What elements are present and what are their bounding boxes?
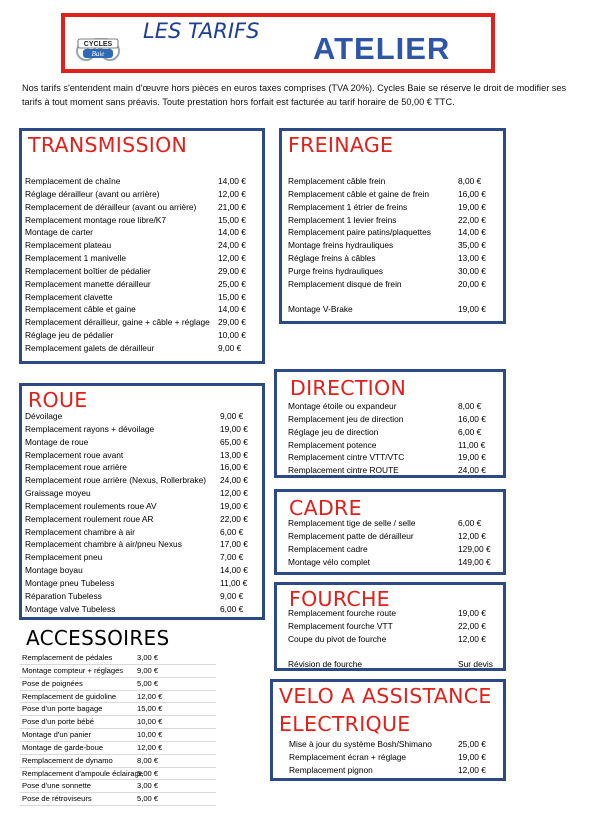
transmission-item-label: Montage de carter <box>25 227 93 238</box>
freinage-item-label: Montage V-Brake <box>288 304 353 315</box>
freinage-item-price: 13,00 € <box>458 253 486 264</box>
vae-item <box>289 764 503 777</box>
transmission-box <box>19 128 265 364</box>
transmission-item-price: 29,00 € <box>218 317 246 328</box>
accessoires-item-label: Montage compteur + réglages <box>22 665 124 675</box>
accessoires-title: ACCESSOIRES <box>26 626 170 650</box>
roue-item-price: 65,00 € <box>220 436 248 447</box>
direction-item-label: Remplacement jeu de direction <box>288 413 404 424</box>
vae-item-price: 12,00 € <box>458 764 486 775</box>
fourche-item-price: 22,00 € <box>458 620 486 631</box>
freinage-item <box>288 303 503 316</box>
accessoires-item-price: 3,00 € <box>137 781 159 791</box>
freinage-item-price: 19,00 € <box>458 201 486 212</box>
roue-item-label: Remplacement pneu <box>25 552 103 563</box>
transmission-item <box>25 201 262 214</box>
transmission-item-price: 25,00 € <box>218 278 246 289</box>
vae-item-label: Remplacement pignon <box>289 764 373 775</box>
transmission-item-price: 15,00 € <box>218 214 246 225</box>
roue-item <box>25 513 262 526</box>
direction-item-price: 24,00 € <box>458 465 486 476</box>
fourche-list <box>288 607 503 671</box>
accessoires-item-label: Remplacement de dynamo <box>22 755 113 765</box>
roue-item-label: Remplacement roue arrière <box>25 462 127 473</box>
direction-item-label: Réglage jeu de direction <box>288 426 379 437</box>
accessoires-item-price: 8,00 € <box>137 755 159 765</box>
freinage-item-price: 14,00 € <box>458 227 486 238</box>
vae-item <box>289 738 503 751</box>
vae-title-line2: ELECTRIQUE <box>279 712 411 736</box>
roue-item-label: Montage de roue <box>25 436 89 447</box>
roue-item-price: 12,00 € <box>220 488 248 499</box>
roue-item <box>25 577 262 590</box>
transmission-item <box>25 226 262 239</box>
vae-item-price: 25,00 € <box>458 739 486 749</box>
fourche-item-label: Remplacement fourche route <box>288 608 396 618</box>
vae-item-price: 19,00 € <box>458 751 486 762</box>
roue-item <box>25 410 262 423</box>
freinage-item-label: Remplacement câble frein <box>288 176 386 186</box>
freinage-item <box>288 214 503 227</box>
header-title: LES TARIFS <box>143 19 260 43</box>
accessoires-item <box>20 755 216 768</box>
transmission-item-label: Remplacement dérailleur, gaine + câble + réglage <box>25 317 210 328</box>
roue-item-label: Remplacement roue arrière (Nexus, Rollerbrake) <box>25 475 207 486</box>
accessoires-item-label: Pose de poignées <box>22 678 83 688</box>
fourche-item-price: 19,00 € <box>458 608 486 618</box>
freinage-item-price: 8,00 € <box>458 176 482 186</box>
direction-item <box>288 451 503 464</box>
roue-item-price: 17,00 € <box>220 539 248 550</box>
accessoires-item-label: Montage de garde-boue <box>22 742 104 752</box>
freinage-item-label: Purge freins hydrauliques <box>288 265 383 276</box>
logo-text-top: CYCLES <box>83 41 113 48</box>
transmission-item-price: 9,00 € <box>218 342 242 353</box>
transmission-list <box>25 175 262 355</box>
accessoires-item <box>20 716 216 729</box>
transmission-item <box>25 252 262 265</box>
roue-item-label: Remplacement roue avant <box>25 449 124 460</box>
freinage-item-price: 30,00 € <box>458 265 486 276</box>
fourche-title: FOURCHE <box>289 587 390 611</box>
accessoires-item-price: 5,00 € <box>137 768 159 778</box>
freinage-item-price: 19,00 € <box>458 304 486 315</box>
roue-item-label: Remplacement chambre à air/pneu Nexus <box>25 539 182 550</box>
direction-item <box>288 464 503 477</box>
roue-list <box>25 410 262 616</box>
direction-title: DIRECTION <box>290 376 407 400</box>
transmission-item <box>25 291 262 304</box>
roue-item-label: Montage pneu Tubeless <box>25 577 115 588</box>
direction-item-label: Remplacement potence <box>288 439 377 450</box>
cadre-box <box>274 489 506 575</box>
accessoires-item-price: 10,00 € <box>137 730 163 740</box>
transmission-item-label: Remplacement boîtier de pédalier <box>25 265 151 276</box>
accessoires-item-price: 15,00 € <box>137 704 163 714</box>
freinage-item-label: Remplacement disque de frein <box>288 278 402 289</box>
transmission-item-price: 12,00 € <box>218 188 246 199</box>
roue-item-price: 24,00 € <box>220 475 248 486</box>
transmission-item-label: Remplacement de chaîne <box>25 176 121 186</box>
roue-item-label: Remplacement roulement roue AR <box>25 513 154 524</box>
transmission-item-label: Réglage dérailleur (avant ou arrière) <box>25 188 160 199</box>
roue-item <box>25 590 262 603</box>
roue-item-price: 7,00 € <box>220 552 244 563</box>
roue-item <box>25 500 262 513</box>
freinage-item <box>288 201 503 214</box>
cadre-item <box>288 517 503 530</box>
accessoires-item-price: 12,00 € <box>137 742 163 752</box>
roue-item <box>25 487 262 500</box>
transmission-item <box>25 316 262 329</box>
direction-item <box>288 400 503 413</box>
transmission-item-label: Remplacement montage roue libre/K7 <box>25 214 167 225</box>
accessoires-item-price: 5,00 € <box>137 794 159 804</box>
direction-item-price: 19,00 € <box>458 452 486 463</box>
fourche-item-price: Sur devis <box>458 659 493 670</box>
transmission-item-price: 21,00 € <box>218 201 246 212</box>
fourche-item-label: Remplacement fourche VTT <box>288 620 393 631</box>
fourche-item-price: 12,00 € <box>458 633 486 644</box>
roue-item-label: Remplacement rayons + dévoilage <box>25 423 155 434</box>
transmission-item <box>25 265 262 278</box>
roue-item <box>25 423 262 436</box>
cadre-item-price: 12,00 € <box>458 530 486 541</box>
accessoires-item <box>20 703 216 716</box>
cadre-item <box>288 530 503 543</box>
roue-item <box>25 603 262 616</box>
accessoires-item-label: Pose d'une sonnette <box>22 781 92 791</box>
roue-item-price: 9,00 € <box>220 590 244 601</box>
vae-item-label: Mise à jour du système Bosh/Shimano <box>289 739 432 749</box>
transmission-item-label: Remplacement clavette <box>25 291 113 302</box>
direction-item-price: 6,00 € <box>458 426 482 437</box>
direction-item-price: 8,00 € <box>458 401 482 411</box>
freinage-item <box>288 226 503 239</box>
accessoires-list <box>20 652 216 806</box>
fourche-item <box>288 633 503 646</box>
roue-item <box>25 538 262 551</box>
accessoires-item-label: Remplacement de guidoline <box>22 691 117 701</box>
freinage-item-price: 20,00 € <box>458 278 486 289</box>
accessoires-item <box>20 729 216 742</box>
transmission-item-label: Remplacement 1 manivelle <box>25 253 127 264</box>
cadre-item-price: 6,00 € <box>458 518 482 528</box>
roue-item-label: Réparation Tubeless <box>25 590 102 601</box>
accessoires-item-price: 9,00 € <box>137 665 159 675</box>
accessoires-item-price: 3,00 € <box>137 653 159 662</box>
fourche-item-label: Révision de fourche <box>288 659 363 670</box>
roue-item-label: Remplacement roulements roue AV <box>25 500 157 511</box>
transmission-item-price: 14,00 € <box>218 304 246 315</box>
roue-item-label: Dévoilage <box>25 411 63 421</box>
accessoires-item <box>20 780 216 793</box>
transmission-item-price: 12,00 € <box>218 253 246 264</box>
roue-item-price: 11,00 € <box>220 577 248 588</box>
roue-item-price: 16,00 € <box>220 462 248 473</box>
accessoires-item-label: Montage d'un panier <box>22 730 92 740</box>
transmission-item-label: Remplacement câble et gaine <box>25 304 136 315</box>
roue-item-label: Montage boyau <box>25 565 83 576</box>
cadre-item-price: 129,00 € <box>458 543 491 554</box>
cycles-baie-logo <box>73 25 123 65</box>
direction-list <box>288 400 503 477</box>
freinage-item-label: Réglage freins à câbles <box>288 253 376 264</box>
fourche-item <box>288 646 503 659</box>
direction-item <box>288 439 503 452</box>
accessoires-item-label: Remplacement de pédales <box>22 653 113 662</box>
fourche-item-label: Coupe du pivot de fourche <box>288 633 387 644</box>
direction-box <box>274 369 506 478</box>
roue-item-label: Remplacement chambre à air <box>25 526 135 537</box>
accessoires-item <box>20 652 216 665</box>
fourche-item <box>288 658 503 671</box>
roue-item <box>25 526 262 539</box>
transmission-item <box>25 342 262 355</box>
accessoires-item-label: Remplacement d'ampoule éclairage <box>22 768 143 778</box>
accessoires-item <box>20 665 216 678</box>
cadre-item <box>288 556 503 569</box>
roue-item-price: 14,00 € <box>220 565 248 576</box>
transmission-item <box>25 278 262 291</box>
roue-item-price: 22,00 € <box>220 513 248 524</box>
freinage-item-price: 35,00 € <box>458 240 486 251</box>
roue-item-label: Graissage moyeu <box>25 488 91 499</box>
transmission-item-price: 24,00 € <box>218 240 246 251</box>
accessoires-item <box>20 793 216 806</box>
freinage-item <box>288 278 503 291</box>
fourche-box <box>274 582 506 671</box>
transmission-item <box>25 214 262 227</box>
accessoires-item-label: Pose de rétroviseurs <box>22 794 92 804</box>
roue-item-price: 19,00 € <box>220 500 248 511</box>
direction-item-price: 11,00 € <box>458 439 486 450</box>
transmission-item <box>25 188 262 201</box>
direction-item-label: Remplacement cintre VTT/VTC <box>288 452 405 463</box>
roue-box <box>19 383 265 620</box>
roue-item-label: Montage valve Tubeless <box>25 603 116 614</box>
transmission-item <box>25 329 262 342</box>
freinage-item <box>288 239 503 252</box>
roue-item-price: 13,00 € <box>220 449 248 460</box>
direction-item-label: Montage étoile ou expandeur <box>288 401 397 411</box>
cadre-item-price: 149,00 € <box>458 556 491 567</box>
accessoires-item-label: Pose d'un porte bébé <box>22 717 94 727</box>
transmission-item-price: 10,00 € <box>218 330 246 341</box>
freinage-list <box>288 175 503 316</box>
logo-text-bottom: Baie <box>91 50 105 58</box>
roue-item <box>25 436 262 449</box>
transmission-title: TRANSMISSION <box>28 133 188 157</box>
roue-item-price: 6,00 € <box>220 603 244 614</box>
cadre-title: CADRE <box>289 496 362 520</box>
accessoires-item-price: 5,00 € <box>137 678 159 688</box>
freinage-item <box>288 291 503 304</box>
transmission-item-label: Remplacement de dérailleur (avant ou arrière) <box>25 201 197 212</box>
freinage-item-label: Remplacement paire patins/plaquettes <box>288 227 431 238</box>
transmission-item-label: Remplacement galets de dérailleur <box>25 342 155 353</box>
vae-list <box>289 738 503 777</box>
freinage-item-label: Remplacement 1 étrier de freins <box>288 201 408 212</box>
transmission-item <box>25 239 262 252</box>
fourche-item <box>288 607 503 620</box>
vae-box <box>270 679 506 781</box>
freinage-item <box>288 265 503 278</box>
accessoires-item <box>20 742 216 755</box>
cadre-item <box>288 543 503 556</box>
freinage-title: FREINAGE <box>288 133 394 157</box>
accessoires-item <box>20 768 216 781</box>
fourche-item <box>288 620 503 633</box>
vae-item <box>289 751 503 764</box>
transmission-item-price: 14,00 € <box>218 227 246 238</box>
direction-item-label: Remplacement cintre ROUTE <box>288 465 399 476</box>
freinage-item <box>288 188 503 201</box>
accessoires-item <box>20 691 216 704</box>
roue-item <box>25 461 262 474</box>
roue-item-price: 6,00 € <box>220 526 244 537</box>
cadre-item-label: Remplacement cadre <box>288 543 368 554</box>
transmission-item-label: Remplacement plateau <box>25 240 112 251</box>
freinage-item <box>288 175 503 188</box>
accessoires-item-label: Pose d'un porte bagage <box>22 704 103 714</box>
transmission-item-price: 14,00 € <box>218 176 246 186</box>
transmission-item-label: Remplacement manette dérailleur <box>25 278 151 289</box>
intro-text: Nos tarifs s'entendent main d'œuvre hors pièces en euros taxes comprises (TVA 20%). Cycles Baie se réserve le droit de modifier ses tarifs à tout moment sans préavis. Toute prestation hors forfait est facturée au tarif horaire de 50,00 € TTC. <box>22 83 567 107</box>
direction-item-price: 16,00 € <box>458 413 486 424</box>
roue-item-price: 19,00 € <box>220 423 248 434</box>
vae-title-line1: VELO A ASSISTANCE <box>279 684 492 708</box>
transmission-item-label: Réglage jeu de pédalier <box>25 330 114 341</box>
accessoires-item <box>20 678 216 691</box>
freinage-item <box>288 252 503 265</box>
vae-item-label: Remplacement écran + réglage <box>289 751 407 762</box>
cadre-item-label: Remplacement tige de selle / selle <box>288 518 416 528</box>
roue-item <box>25 564 262 577</box>
freinage-box <box>279 128 506 324</box>
freinage-item-label: Remplacement câble et gaine de frein <box>288 188 430 199</box>
freinage-item-label: Remplacement 1 levier freins <box>288 214 397 225</box>
freinage-item-price: 16,00 € <box>458 188 486 199</box>
cadre-item-label: Montage vélo complet <box>288 556 370 567</box>
accessoires-item-price: 12,00 € <box>137 691 163 701</box>
roue-item <box>25 551 262 564</box>
cadre-list <box>288 517 503 568</box>
freinage-item-label: Montage freins hydrauliques <box>288 240 394 251</box>
transmission-item <box>25 303 262 316</box>
transmission-item-price: 29,00 € <box>218 265 246 276</box>
transmission-item <box>25 175 262 188</box>
transmission-item-price: 15,00 € <box>218 291 246 302</box>
freinage-item-price: 22,00 € <box>458 214 486 225</box>
accessoires-item-price: 10,00 € <box>137 717 163 727</box>
roue-item-price: 9,00 € <box>220 411 244 421</box>
header-banner <box>61 13 495 73</box>
cadre-item-label: Remplacement patte de dérailleur <box>288 530 414 541</box>
direction-item <box>288 413 503 426</box>
roue-title: ROUE <box>28 388 88 412</box>
direction-item <box>288 426 503 439</box>
roue-item <box>25 449 262 462</box>
header-subtitle: ATELIER <box>313 31 451 66</box>
roue-item <box>25 474 262 487</box>
